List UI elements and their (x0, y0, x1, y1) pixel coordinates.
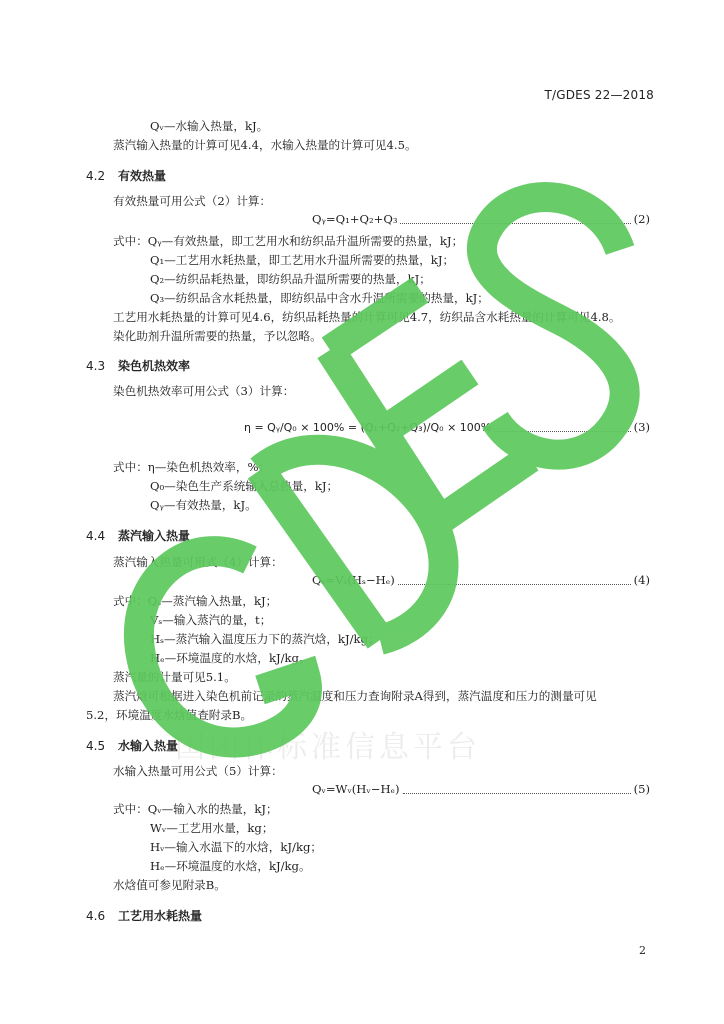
definition-line: 式中：Qᵧ—有效热量，即工艺用水和纺织品升温所需要的热量，kJ； (113, 234, 464, 248)
definition-line: 式中：η—染色机热效率，%； (113, 460, 271, 474)
formula-number: (2) (633, 212, 650, 226)
dot-leader (398, 584, 631, 585)
definition-line: Hₑ—环境温度的水焓，kJ/kg。 (150, 859, 311, 873)
paragraph: 蒸汽输入热量的计算可见4.4，水输入热量的计算可见4.5。 (113, 138, 417, 152)
page-number: 2 (639, 944, 646, 957)
formula-number: (5) (633, 782, 650, 796)
paragraph: 蒸汽焓可根据进入染色机前记录的蒸汽温度和压力查询附录A得到，蒸汽温度和压力的测量可见 (113, 689, 597, 703)
definition-line: Wᵥ—工艺用水量，kg； (150, 821, 274, 835)
dot-leader (494, 431, 630, 432)
paragraph: 工艺用水耗热量的计算可见4.6，纺织品耗热量的计算可见4.7，纺织品含水耗热量的计算可见4.8。 (113, 310, 621, 324)
section-number: 4.6 (86, 909, 106, 923)
formula-number: (3) (633, 420, 650, 434)
formula-4 (200, 573, 650, 587)
paragraph: 蒸汽量的计量可见5.1。 (113, 670, 236, 684)
formula-expression: η = Qᵧ/Q₀ × 100% = (Q₁+Q₂+Q₃)/Q₀ × 100% (244, 420, 492, 434)
section-number: 4.3 (86, 359, 106, 373)
formula-5 (200, 782, 650, 796)
paragraph: 水焓值可参见附录B。 (113, 878, 226, 892)
paragraph: 蒸汽输入热量可用式（4）计算： (113, 555, 283, 569)
paragraph: 染化助剂升温所需要的热量，予以忽略。 (113, 329, 322, 343)
formula-expression: Qₛ=Vₛ(Hₛ−Hₑ) (312, 573, 395, 587)
definition-line: Qᵧ—有效热量，kJ。 (150, 498, 257, 512)
section-heading-4-3 (86, 357, 190, 374)
section-number: 4.5 (86, 739, 106, 753)
definition-line: Hᵥ—输入水温下的水焓，kJ/kg； (150, 840, 322, 854)
definition-line: Q₁—工艺用水耗热量，即工艺用水升温所需要的热量，kJ； (150, 253, 455, 267)
definition-line: Vₛ—输入蒸汽的量，t； (150, 613, 272, 627)
dot-leader (400, 223, 630, 224)
section-title: 染色机热效率 (118, 359, 191, 373)
section-title: 工艺用水耗热量 (118, 909, 203, 923)
section-number: 4.2 (86, 169, 106, 183)
definition-line: 式中：Qₛ—蒸汽输入热量，kJ； (113, 594, 278, 608)
definition-line: Q₃—纺织品含水耗热量，即纺织品中含水升温所需要的热量，kJ； (150, 291, 489, 305)
definition-line: 式中：Qᵥ—输入水的热量，kJ； (113, 802, 278, 816)
section-heading-4-2 (86, 167, 166, 184)
dot-leader (403, 793, 631, 794)
formula-2 (200, 212, 650, 226)
paragraph: 5.2，环境温度水焓值查附录B。 (86, 708, 253, 722)
section-title: 蒸汽输入热量 (118, 529, 191, 543)
definition-line: Q₀—染色生产系统输入总热量，kJ； (150, 479, 339, 493)
section-title: 有效热量 (118, 169, 167, 183)
formula-3 (200, 420, 650, 434)
definition-line: Hₛ—蒸汽输入温度压力下的蒸汽焓，kJ/kg； (150, 632, 380, 646)
section-heading-4-6 (86, 907, 202, 924)
section-heading-4-5 (86, 737, 178, 754)
paragraph: 水输入热量可用公式（5）计算： (113, 764, 283, 778)
section-heading-4-4 (86, 527, 190, 544)
paragraph: 染色机热效率可用公式（3）计算： (113, 384, 295, 398)
formula-expression: Qᵥ=Wᵥ(Hᵥ−Hₑ) (312, 782, 400, 796)
formula-number: (4) (633, 573, 650, 587)
formula-expression: Qᵧ=Q₁+Q₂+Q₃ (312, 212, 398, 226)
definition-line: Hₑ—环境温度的水焓，kJ/kg。 (150, 651, 311, 665)
watermark-text: 国团体标准信息平台 (175, 730, 481, 765)
section-number: 4.4 (86, 529, 106, 543)
paragraph: 有效热量可用公式（2）计算： (113, 194, 272, 208)
definition-line: Qᵥ—水输入热量，kJ。 (150, 119, 269, 133)
definition-line: Q₂—纺织品耗热量，即纺织品升温所需要的热量，kJ； (150, 272, 431, 286)
section-title: 水输入热量 (118, 739, 179, 753)
document-number: T/GDES 22—2018 (544, 88, 654, 102)
